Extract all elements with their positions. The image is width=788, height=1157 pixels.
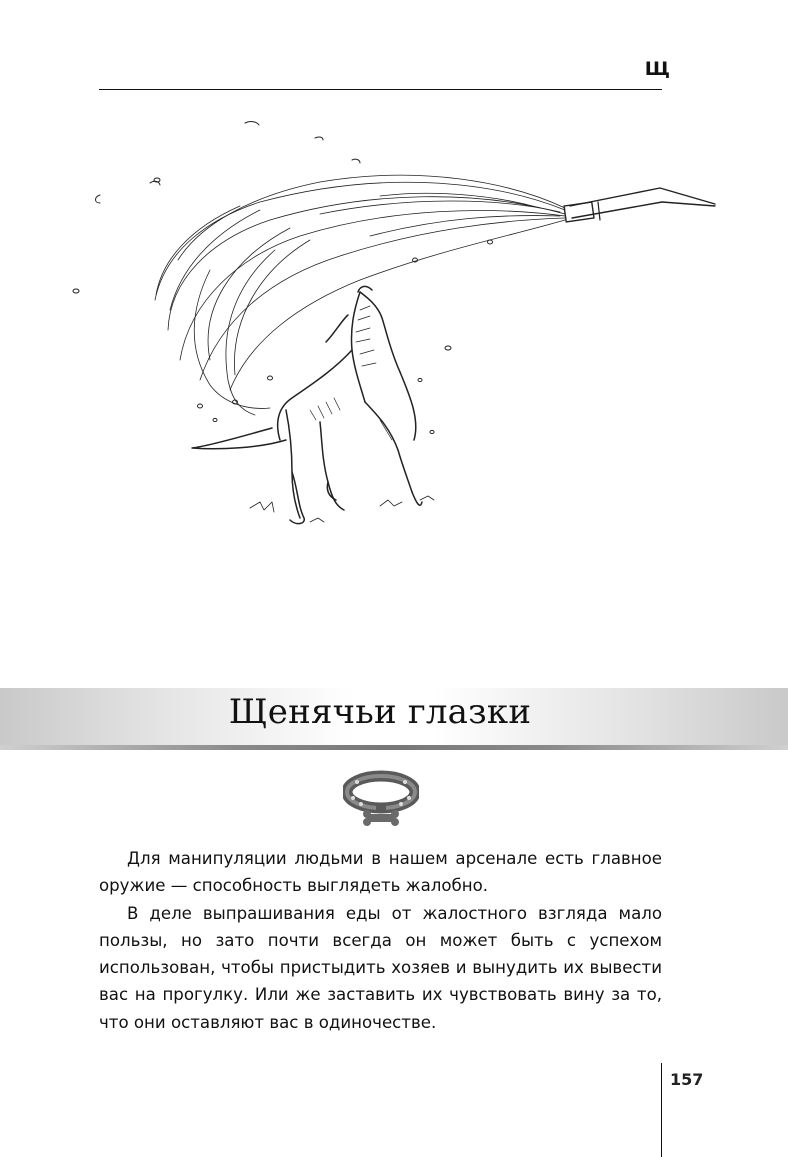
section-title: Щенячьи глазки: [228, 692, 532, 732]
paragraph: Для манипуляции людьми в нашем арсенале есть главное оружие — способность выглядеть жалобно.: [99, 849, 662, 896]
running-header-letter: Щ: [644, 58, 670, 80]
dog-collar-with-bone-icon: [343, 768, 419, 834]
body-text: [99, 845, 662, 1036]
dog-drinking-from-hose-icon: [60, 110, 730, 550]
header-rule: [99, 89, 662, 90]
folio-rule: [661, 1063, 662, 1157]
paragraph: В деле выпрашивания еды от жалостного взгляда мало пользы, но зато почти всегда он может быть с успехом использован, чтобы пристыдить хозяев и вынудить их вывести вас на прогулку. Или же заставить их чувствовать вину за то, что они оставляют вас в одиночестве.: [99, 903, 662, 1032]
page-number: 157: [670, 1070, 704, 1089]
